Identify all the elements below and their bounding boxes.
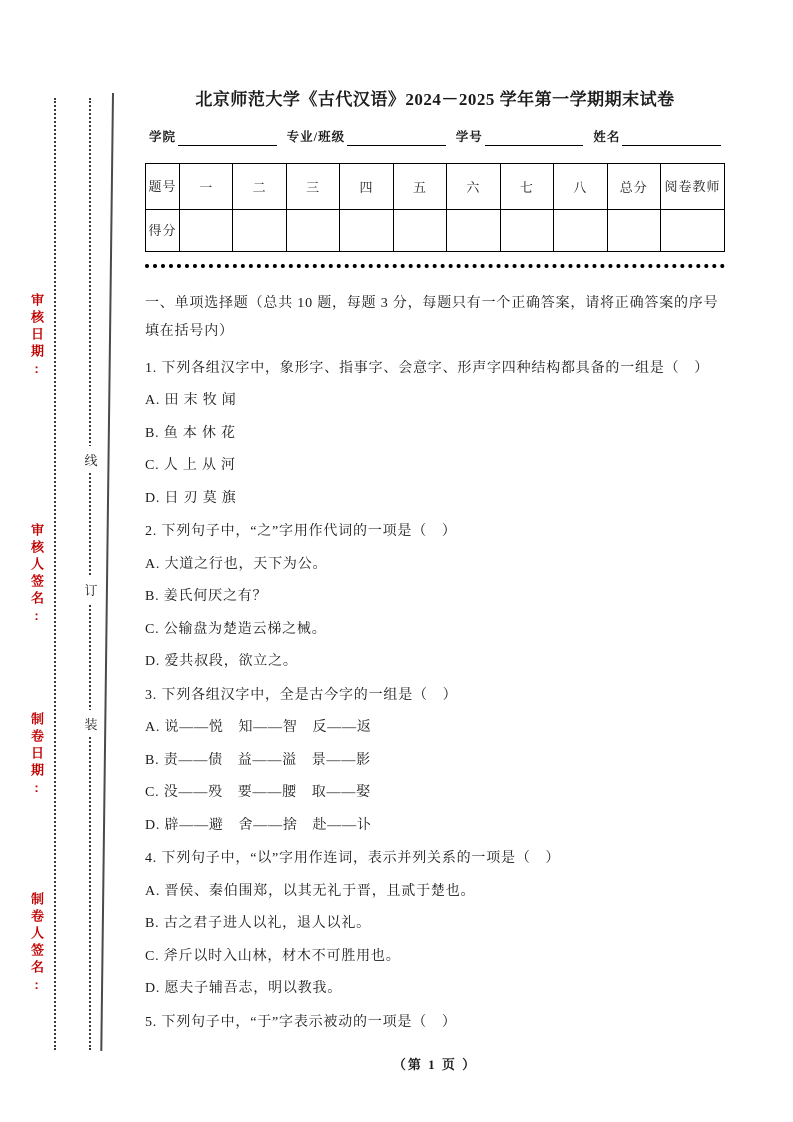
dotted-separator xyxy=(145,264,725,268)
option-b: B. 鱼 本 休 花 xyxy=(145,425,236,441)
section-title: 一、单项选择题（总共 10 题，每题 3 分，每题只有一个正确答案，请将正确答案的序号填在括号内） xyxy=(145,296,719,339)
score-cell xyxy=(500,210,553,252)
exam-title: 北京师范大学《古代汉语》2024－2025 学年第一学期期末试卷 xyxy=(195,90,675,109)
option-a: A. 大道之行也，天下为公。 xyxy=(145,556,328,572)
col-1: 一 xyxy=(180,164,233,210)
option-b: B. 古之君子进人以礼，退人以礼。 xyxy=(145,916,371,931)
paper-maker-signature-label: 制卷人签名: xyxy=(29,892,44,996)
option-d: D. 爱共叔段，欲立之。 xyxy=(145,654,298,669)
col-2: 二 xyxy=(233,164,286,210)
question-stem: 1. 下列各组汉字中，象形字、指事字、会意字、形声字四种结构都具备的一组是（ ） xyxy=(145,360,709,376)
score-cell xyxy=(393,210,446,252)
college-blank xyxy=(178,129,277,146)
major-class-label: 专业/班级 xyxy=(286,130,346,144)
reviewer-signature-label: 审核人签名: xyxy=(29,523,44,627)
exam-paper xyxy=(145,88,725,1073)
binding-solid-line xyxy=(100,93,113,1051)
review-date-label: 审核日期: xyxy=(29,293,44,380)
option-d: D. 辟——避 舍——捨 赴——讣 xyxy=(145,817,372,833)
question-1 xyxy=(145,352,725,515)
question-number-label: 题号 xyxy=(146,164,180,210)
question-number-row xyxy=(146,164,725,210)
option-b: B. 姜氏何厌之有？ xyxy=(145,589,268,604)
name-label: 姓名 xyxy=(593,130,621,144)
page-number: （第 1 页 ） xyxy=(392,1056,478,1072)
question-2 xyxy=(145,516,725,679)
binding-dotted-line xyxy=(89,98,91,1050)
score-label: 得分 xyxy=(146,210,180,252)
score-cell xyxy=(340,210,393,252)
major-class-blank xyxy=(347,129,446,146)
question-5 xyxy=(145,1006,725,1039)
option-a: A. 田 末 牧 闻 xyxy=(145,393,237,408)
col-total: 总分 xyxy=(607,164,661,210)
option-a: A. 晋侯、秦伯围郑，以其无礼于晋，且贰于楚也。 xyxy=(145,883,476,899)
student-id-blank xyxy=(485,129,584,146)
binding-char-mount: 装 xyxy=(83,710,99,737)
col-8: 八 xyxy=(554,164,607,210)
option-c: C. 斧斤以时入山林，材木不可胜用也。 xyxy=(145,948,401,964)
col-7: 七 xyxy=(500,164,553,210)
col-5: 五 xyxy=(393,164,446,210)
col-3: 三 xyxy=(286,164,339,210)
score-cell xyxy=(661,210,725,252)
option-b: B. 责——债 益——溢 景——影 xyxy=(145,752,371,768)
question-stem: 5. 下列句子中，“于”字表示被动的一项是（ ） xyxy=(145,1014,457,1030)
name-blank xyxy=(622,129,721,146)
option-c: C. 人 上 从 河 xyxy=(145,458,236,473)
option-d: D. 日 刃 莫 旗 xyxy=(145,490,237,506)
paper-making-date-label: 制卷日期: xyxy=(29,712,44,799)
score-cell xyxy=(607,210,661,252)
option-c: C. 公输盘为楚造云梯之械。 xyxy=(145,621,327,637)
question-3 xyxy=(145,679,725,842)
college-label: 学院 xyxy=(149,130,177,144)
binding-char-stitch: 订 xyxy=(83,576,99,603)
option-c: C. 没——殁 要——腰 取——娶 xyxy=(145,785,371,800)
score-cell xyxy=(233,210,286,252)
score-cell xyxy=(180,210,233,252)
score-cell xyxy=(286,210,339,252)
score-cell xyxy=(554,210,607,252)
score-cell xyxy=(447,210,500,252)
question-stem: 3. 下列各组汉字中，全是古今字的一组是（ ） xyxy=(145,687,458,703)
question-4 xyxy=(145,843,725,1006)
score-table xyxy=(145,163,725,252)
col-grader: 阅卷教师 xyxy=(661,164,725,210)
score-row xyxy=(146,210,725,252)
student-info-line xyxy=(145,128,725,146)
option-d: D. 愿夫子辅吾志，明以教我。 xyxy=(145,981,343,996)
student-id-label: 学号 xyxy=(455,130,483,144)
binding-char-line: 线 xyxy=(83,446,99,473)
question-stem: 2. 下列句子中，“之”字用作代词的一项是（ ） xyxy=(145,524,457,539)
col-6: 六 xyxy=(447,164,500,210)
option-a: A. 说——悦 知——智 反——返 xyxy=(145,720,372,735)
question-stem: 4. 下列句子中，“以”字用作连词，表示并列关系的一项是（ ） xyxy=(145,851,561,866)
left-dotted-line xyxy=(54,98,56,1050)
col-4: 四 xyxy=(340,164,393,210)
exam-body xyxy=(145,285,725,1039)
